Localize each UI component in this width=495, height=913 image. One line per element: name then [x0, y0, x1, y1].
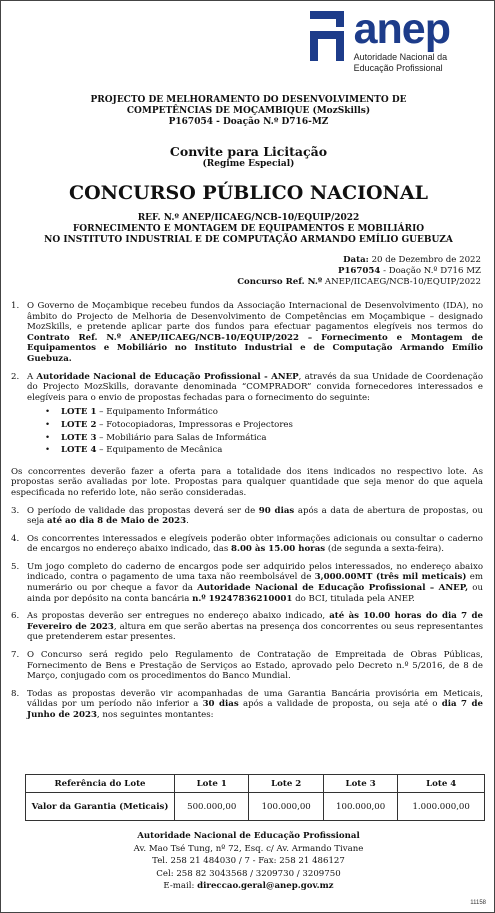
table-cell: 100.000,00 [249, 793, 323, 821]
subject-line2: NO INSTITUTO INDUSTRIAL E DE COMPUTAÇÃO ARMANDO EMÍLIO GUEBUZA [44, 235, 453, 245]
logo-word: anep [353, 5, 450, 53]
table-header: Lote 4 [398, 775, 485, 793]
list-item-2: 2. A Autoridade Nacional de Educação Profissional - ANEP, através da sua Unidade de Coordenação do Projecto MozSkills, doravante denominada “COMPRADOR” convida fornecedores interessados e elegíveis para o envio de propostas fechadas para o fornecimento do seguinte: • LOTE 1 – Equipamento Informático • LOTE 2 – Fotocopiadoras, Impressoras e Projectores • LOTE 3 – Mobiliário para Salas de Informática • LOTE 4 – Equipamento de Mecânica [11, 372, 483, 460]
meta-grant: P167054 - Doação N.º D716 MZ [337, 266, 481, 276]
footer-phone: Tel. 258 21 484030 / 7 - Fax: 258 21 486127 [152, 856, 345, 866]
reference-block [1, 213, 495, 246]
lot-note: Os concorrentes deverão fazer a oferta para a totalidade dos itens indicados no respectivo lote. As propostas serão avaliadas por lote. Propostas para qualquer quantidade que seja menor do que aquela especificada no referido lote, não serão consideradas. [11, 466, 483, 498]
list-item: • LOTE 3 – Mobiliário para Salas de Informática [61, 433, 483, 444]
list-item: • LOTE 4 – Equipamento de Mecânica [61, 445, 483, 456]
list-item-6: 6. As propostas deverão ser entregues no endereço abaixo indicado, até às 10.00 horas do dia 7 de Fevereiro de 2023, altura em que serão abertas na presença dos concorrentes ou seus representantes que pretenderem estar presentes. [11, 611, 483, 643]
meta-contest-ref: Concurso Ref. N.º ANEP/IICAEG/NCB-10/EQUIP/2022 [237, 277, 481, 287]
numbered-list [11, 301, 483, 728]
regime-label: (Regime Especial) [202, 159, 295, 169]
table-cell: 100.000,00 [323, 793, 397, 821]
table-header: Lote 1 [175, 775, 249, 793]
anep-logo-mark-icon [304, 7, 350, 65]
list-item-5: 5. Um jogo completo do caderno de encargos pode ser adquirido pelos interessados, no endereço abaixo indicado, contra o pagamento de uma taxa não reembolsável de 3,000.00MT (três mil meticais) em numerário ou por cheque a favor da Autoridade Nacional de Educação Profissional – ANEP, ou ainda por depósito na conta bancária n.º 19247836210001 do BCI, titulada pela ANEP. [11, 561, 484, 604]
contest-title: CONCURSO PÚBLICO NACIONAL [69, 182, 428, 204]
reference-number: REF. N.º ANEP/IICAEG/NCB-10/EQUIP/2022 [137, 213, 360, 223]
project-line1: PROJECTO DE MELHORAMENTO DO DESENVOLVIMENTO DE [90, 95, 407, 105]
list-item-8: 8. Todas as propostas deverão vir acompanhadas de uma Garantia Bancária provisória em Meticais, válidas por um período não inferior a 30 dias após a validade de proposta, ou seja até o dia 7 de Junho de 2023, nos seguintes montantes: [11, 688, 483, 720]
list-item-4: 4. Os concorrentes interessados e elegíveis poderão obter informações adicionais ou consultar o caderno de encargos no endereço abaixo indicado, das 8.00 às 15.00 horas (de segunda a sexta-feira). [11, 533, 483, 555]
table-cell: 1.000.000,00 [398, 793, 485, 821]
project-line2: COMPETÊNCIAS DE MOÇAMBIQUE (MozSkills) [126, 106, 371, 116]
invite-title: Convite para Licitação [169, 144, 328, 159]
table-cell: 500.000,00 [175, 793, 249, 821]
list-item-1: 1. O Governo de Moçambique recebeu fundos da Associação Internacional de Desenvolvimento (IDA), no âmbito do Projecto de Melhoria de Desenvolvimento de Competências em Moçambique – designado MozSkills, e pretende aplicar parte dos fundos para efectuar pagamentos elegíveis nos termos do Contrato Ref. N.º ANEP/IICAEG/NCB-10/EQUIP/2022 – Fornecimento e Montagem de Equipamentos e Mobiliário no Instituto Industrial e de Computação Armando Emílio Guebuza. [11, 301, 483, 364]
table-header-row [26, 775, 485, 793]
table-cell: Valor da Garantia (Meticais) [26, 793, 175, 821]
list-item: • LOTE 2 – Fotocopiadoras, Impressoras e Projectores [61, 420, 483, 431]
meta-date: Data: 20 de Dezembro de 2022 [343, 255, 481, 265]
project-line3: P167054 - Doação N.º D716-MZ [168, 117, 329, 127]
table-header: Referência do Lote [26, 775, 175, 793]
anep-logo [304, 7, 450, 73]
meta-block [237, 255, 481, 288]
invite-header [1, 145, 495, 170]
footer-email: E-mail: direccao.geral@anep.gov.mz [163, 881, 334, 891]
table-header: Lote 3 [323, 775, 397, 793]
footer-org: Autoridade Nacional de Educação Profissional [137, 831, 360, 841]
ad-code: 11158 [470, 900, 486, 906]
table-row [26, 793, 485, 821]
logo-subtitle-line2: Educação Profissional [353, 63, 443, 73]
guarantee-table [25, 774, 485, 821]
table-header: Lote 2 [249, 775, 323, 793]
project-header [1, 95, 495, 128]
email-link[interactable]: direccao.geral@anep.gov.mz [197, 881, 334, 891]
list-item-7: 7. O Concurso será regido pelo Regulamento de Contratação de Empreitada de Obras Públicas, Fornecimento de Bens e Prestação de Serviços ao Estado, aprovado pelo Decreto n.º 5/2016, de 8 de Março, conjugado com os procedimentos do Banco Mundial. [11, 650, 483, 682]
list-item-3: 3. O período de validade das propostas deverá ser de 90 dias após a data de abertura de propostas, ou seja até ao dia 8 de Maio de 2023. [11, 505, 483, 527]
footer-mobile: Cel: 258 82 3043568 / 3209730 / 3209750 [156, 868, 341, 879]
lot-list [61, 407, 483, 455]
logo-subtitle-line1: Autoridade Nacional da [353, 52, 448, 62]
footer-contact [1, 830, 495, 893]
list-item: • LOTE 1 – Equipamento Informático [61, 407, 483, 418]
footer-address: Av. Mao Tsé Tung, nº 72, Esq. c/ Av. Armando Tivane [133, 843, 364, 854]
subject-line1: FORNECIMENTO E MONTAGEM DE EQUIPAMENTOS E MOBILIÁRIO [72, 224, 425, 234]
